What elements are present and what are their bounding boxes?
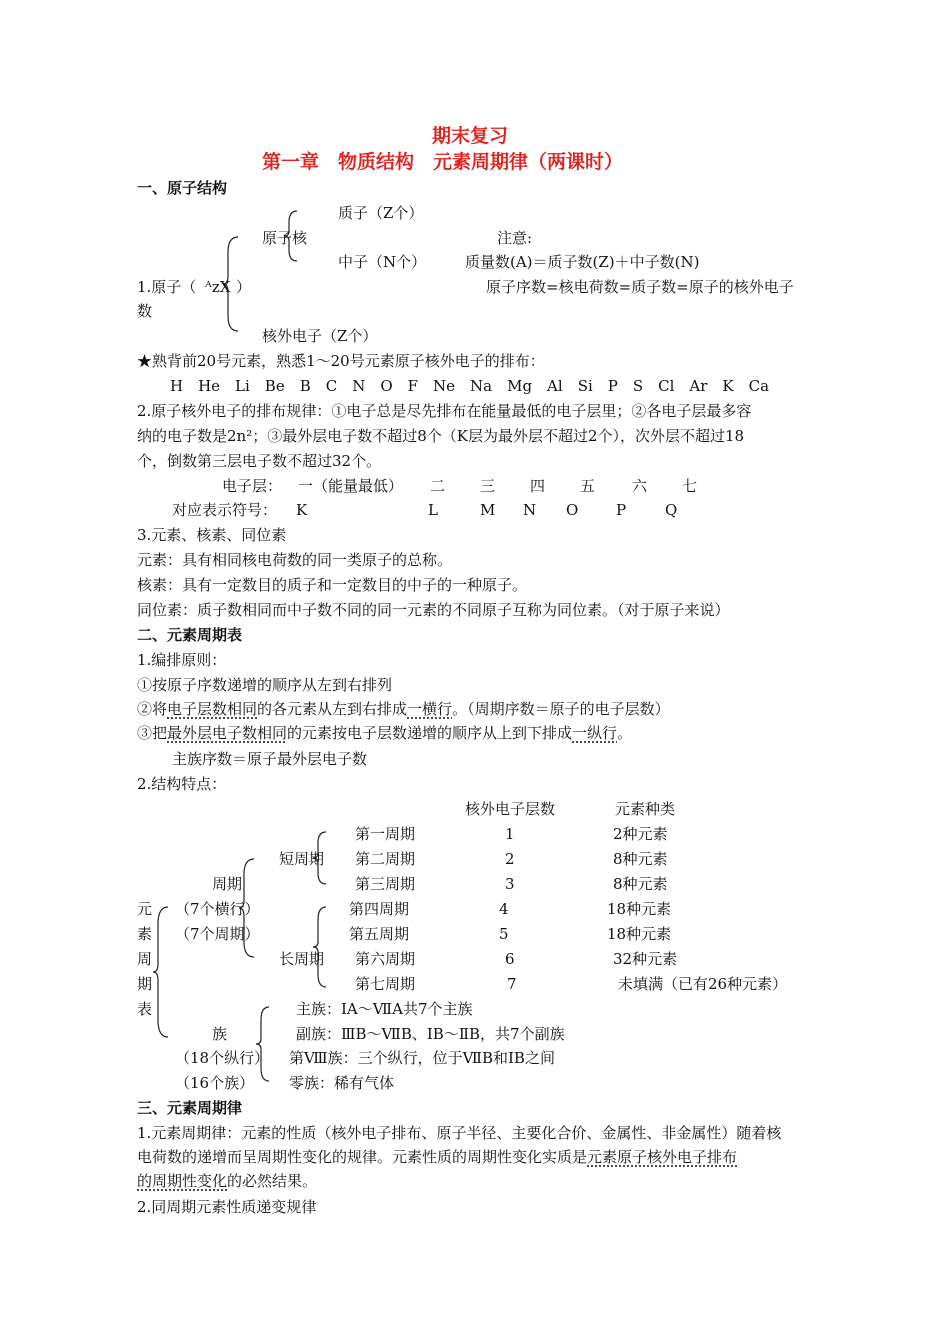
period-row-name: 第四周期: [349, 900, 410, 918]
section-heading-periodic-table: 二、元素周期表: [137, 626, 243, 644]
period-row-layers: 5: [499, 925, 509, 943]
shell-label: 电子层：: [222, 477, 283, 495]
atomic-number-equation-cont: 数: [137, 302, 153, 320]
memorize-note: ★熟背前20号元素，熟悉1～20号元素原子核外电子的排布：: [137, 352, 545, 370]
zero-group: 零族：稀有气体: [289, 1074, 395, 1092]
atom-label-close: ）: [236, 278, 252, 296]
periodic-table-brace: [152, 906, 170, 1038]
same-period-trend: 2.同周期元素性质递变规律: [137, 1198, 317, 1216]
group-brace: [255, 1006, 271, 1082]
shell-symbol-q: Q: [665, 501, 678, 519]
shell-7: 七: [682, 477, 698, 495]
shell-symbol-m: M: [480, 501, 496, 519]
table-char: 期: [137, 975, 153, 993]
seven-periods-label: （7个周期）: [175, 925, 260, 943]
table-char: 表: [137, 1000, 153, 1018]
period-row-kinds: 8种元素: [613, 850, 668, 868]
atomic-number-equation: 原子序数=核电荷数=质子数=原子的核外电子: [486, 278, 794, 296]
principle-3: ③把最外层电子数相同的元素按电子层数递增的顺序从上到下排成一纵行。: [137, 724, 633, 742]
section-heading-periodic-law: 三、元素周期律: [137, 1099, 243, 1117]
element-definition: 元素：具有相同核电荷数的同一类原子的总称。: [137, 551, 453, 569]
period-row-name: 第五周期: [349, 925, 410, 943]
period-row-kinds: 18种元素: [607, 925, 672, 943]
periodic-law-line: 的周期性变化的必然结果。: [137, 1172, 318, 1190]
section-heading-atomic-structure: 一、原子结构: [137, 179, 228, 197]
chapter-subtitle: 第一章 物质结构 元素周期律（两课时）: [262, 151, 624, 173]
table-char: 素: [137, 925, 153, 943]
electron-rule-line: 个，倒数第三层电子数不超过32个。: [137, 452, 382, 470]
shell-5: 五: [580, 477, 596, 495]
shell-symbol-o: O: [566, 501, 579, 519]
period-row-name: 第七周期: [355, 975, 416, 993]
proton-label: 质子（Z个）: [338, 204, 424, 222]
period-row-kinds: 18种元素: [607, 900, 672, 918]
note-label: 注意:: [497, 229, 533, 247]
shell-symbol-n: N: [523, 501, 537, 519]
long-period-brace: [312, 906, 328, 988]
nuclide-definition: 核素：具有一定数目的质子和一定数目的中子的一种原子。: [137, 576, 528, 594]
shell-symbol-k: K: [296, 501, 308, 519]
main-groups: 主族：ⅠA～ⅦA共7个主族: [296, 1000, 473, 1018]
seven-rows-label: （7个横行）: [175, 900, 260, 918]
isotope-subtitle: 3.元素、核素、同位素: [137, 526, 287, 544]
nucleus-label: 原子核: [262, 229, 308, 247]
structure-features: 2.结构特点：: [137, 775, 227, 793]
period-row-layers: 1: [505, 825, 515, 843]
col-header-kinds: 元素种类: [615, 800, 676, 818]
group-eight: 第Ⅷ族：三个纵行，位于ⅦB和ⅠB之间: [289, 1049, 555, 1067]
mass-number-equation: 质量数(A)＝质子数(Z)＋中子数(N): [465, 253, 700, 271]
shell-1: 一（能量最低）: [298, 477, 404, 495]
period-row-kinds: 2种元素: [613, 825, 668, 843]
element-list: H He Li Be B C N O F Ne Na Mg Al Si P S Cl Ar K Ca: [170, 377, 770, 395]
period-row-name: 第一周期: [355, 825, 416, 843]
period-row-layers: 3: [505, 875, 515, 893]
shell-2: 二: [430, 477, 446, 495]
eighteen-cols-label: （18个纵行）: [175, 1049, 270, 1067]
electron-label: 核外电子（Z个）: [262, 327, 378, 345]
period-label: 周期: [212, 875, 243, 893]
period-row-layers: 7: [507, 975, 517, 993]
page-title: 期末复习: [432, 125, 509, 147]
nuclide-symbol: ᴬzX: [205, 278, 231, 296]
sub-groups: 副族：ⅢB～ⅦB、ⅠB～ⅡB，共7个副族: [296, 1025, 565, 1043]
shell-symbol-label: 对应表示符号：: [172, 501, 278, 519]
periodic-law-line: 电荷数的递增而呈周期性变化的规律。元素性质的周期性变化实质是元素原子核外电子排布: [137, 1148, 738, 1166]
period-row-name: 第三周期: [355, 875, 416, 893]
period-row-kinds: 32种元素: [613, 950, 678, 968]
isotope-definition: 同位素：质子数相同而中子数不同的同一元素的不同原子互称为同位素。（对于原子来说）: [137, 601, 730, 619]
table-char: 元: [137, 900, 153, 918]
col-header-layers: 核外电子层数: [465, 800, 556, 818]
group-label: 族: [212, 1025, 228, 1043]
arrangement-principles: 1.编排原则：: [137, 651, 227, 669]
period-row-layers: 4: [499, 900, 509, 918]
period-row-kinds: 未填满（已有26种元素）: [618, 975, 788, 993]
period-row-kinds: 8种元素: [613, 875, 668, 893]
principle-1: ①按原子序数递增的顺序从左到右排列: [137, 676, 393, 694]
period-row-name: 第二周期: [355, 850, 416, 868]
shell-3: 三: [480, 477, 496, 495]
period-row-layers: 2: [505, 850, 515, 868]
shell-6: 六: [632, 477, 648, 495]
sixteen-groups-label: （16个族）: [175, 1074, 255, 1092]
table-char: 周: [137, 950, 153, 968]
neutron-label: 中子（N个）: [338, 253, 427, 271]
electron-rule-line: 纳的电子数是2n²；③最外层电子数不超过8个（K层为最外层不超过2个），次外层不超过18: [137, 427, 745, 445]
period-row-layers: 6: [505, 950, 515, 968]
short-period-label: 短周期: [279, 850, 325, 868]
shell-symbol-l: L: [428, 501, 438, 519]
periodic-law-line: 1.元素周期律：元素的性质（核外电子排布、原子半径、主要化合价、金属性、非金属性）随着核: [137, 1124, 782, 1142]
atom-label: 1.原子（: [137, 278, 197, 296]
principle-2: ②将电子层数相同的各元素从左到右排成一横行。（周期序数＝原子的电子层数）: [137, 700, 670, 718]
main-group-equation: 主族序数＝原子最外层电子数: [172, 750, 368, 768]
shell-4: 四: [530, 477, 546, 495]
shell-symbol-p: P: [616, 501, 627, 519]
period-row-name: 第六周期: [355, 950, 416, 968]
long-period-label: 长周期: [279, 950, 325, 968]
electron-rule-line: 2.原子核外电子的排布规律：①电子总是尽先排布在能量最低的电子层里；②各电子层最多容: [137, 402, 752, 420]
